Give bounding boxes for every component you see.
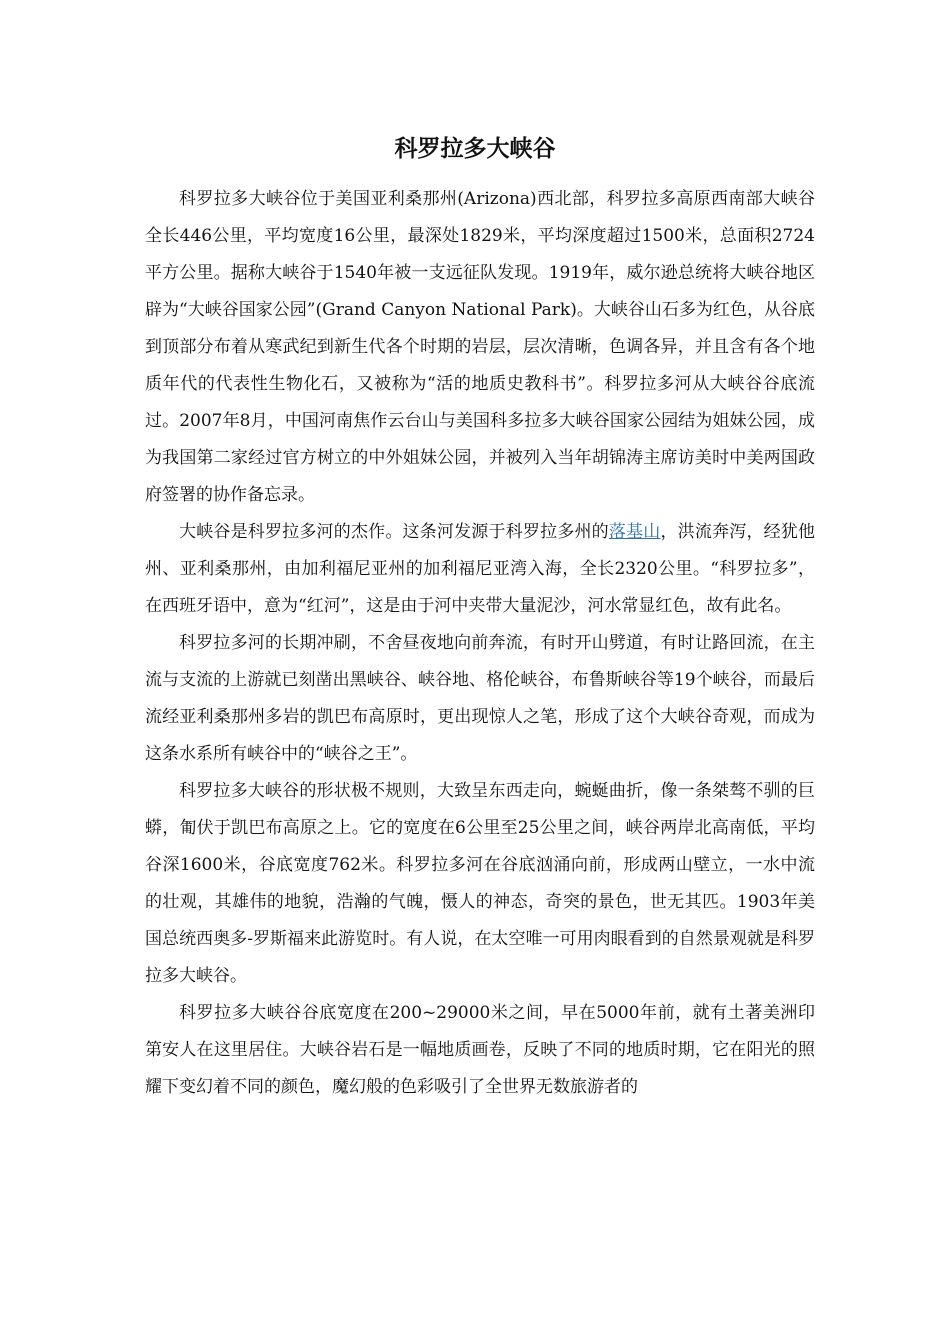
- rocky-mountains-link[interactable]: 落基山: [608, 522, 661, 542]
- document-body: [145, 181, 815, 1106]
- paragraph-geology: 科罗拉多大峡谷谷底宽度在200~29000米之间，早在5000年前，就有土著美洲印第安人在这里居住。大峡谷岩石是一幅地质画卷，反映了不同的地质时期，它在阳光的照耀下变幻着不同的颜色，魔幻般的色彩吸引了全世界无数旅游者的: [145, 1003, 815, 1097]
- document-title: 科罗拉多大峡谷: [394, 135, 556, 162]
- paragraph-shape: 科罗拉多大峡谷的形状极不规则，大致呈东西走向，蜿蜒曲折，像一条桀骜不驯的巨蟒，匍伏于凯巴布高原之上。它的宽度在6公里至25公里之间，峡谷两岸北高南低，平均谷深1600米，谷底宽度762米。科罗拉多河在谷底汹涌向前，形成两山壁立，一水中流的壮观，其雄伟的地貌，浩瀚的气魄，慑人的神态，奇突的景色，世无其匹。1903年美国总统西奥多-罗斯福来此游览时。有人说，在太空唯一可用肉眼看到的自然景观就是科罗拉多大峡谷。: [145, 781, 815, 986]
- paragraph-river: [145, 514, 815, 625]
- paragraph-river-text-end: ，洪流奔泻，经犹他州、亚利桑那州，由加利福尼亚州的加利福尼亚湾入海，全长2320公里。“科罗拉多”，在西班牙语中，意为“红河”，这是由于河中夹带大量泥沙，河水常显红色，故有此名。: [145, 522, 816, 616]
- paragraph-erosion: 科罗拉多河的长期冲刷，不舍昼夜地向前奔流，有时开山劈道，有时让路回流，在主流与支流的上游就已刻凿出黑峡谷、峡谷地、格伦峡谷，布鲁斯峡谷等19个峡谷，而最后流经亚利桑那州多岩的凯巴布高原时，更出现惊人之笔，形成了这个大峡谷奇观，而成为这条水系所有峡谷中的“峡谷之王”。: [145, 633, 815, 764]
- paragraph-intro: 科罗拉多大峡谷位于美国亚利桑那州(Arizona)西北部，科罗拉多高原西南部大峡谷全长446公里，平均宽度16公里，最深处1829米，平均深度超过1500米，总面积2724平方公里。据称大峡谷于1540年被一支远征队发现。1919年，威尔逊总统将大峡谷地区辟为“大峡谷国家公园”(Grand Canyon National Park)。大峡谷山石多为红色，从谷底到顶部分布着从寒武纪到新生代各个时期的岩层，层次清晰，色调各异，并且含有各个地质年代的代表性生物化石，又被称为“活的地质史教科书”。科罗拉多河从大峡谷谷底流过。2007年8月，中国河南焦作云台山与美国科多拉多大峡谷国家公园结为姐妹公园，成为我国第二家经过官方树立的中外姐妹公园，并被列入当年胡锦涛主席访美时中美两国政府签署的协作备忘录。: [145, 189, 815, 505]
- paragraph-river-text-start: 大峡谷是科罗拉多河的杰作。这条河发源于科罗拉多州的: [179, 522, 609, 542]
